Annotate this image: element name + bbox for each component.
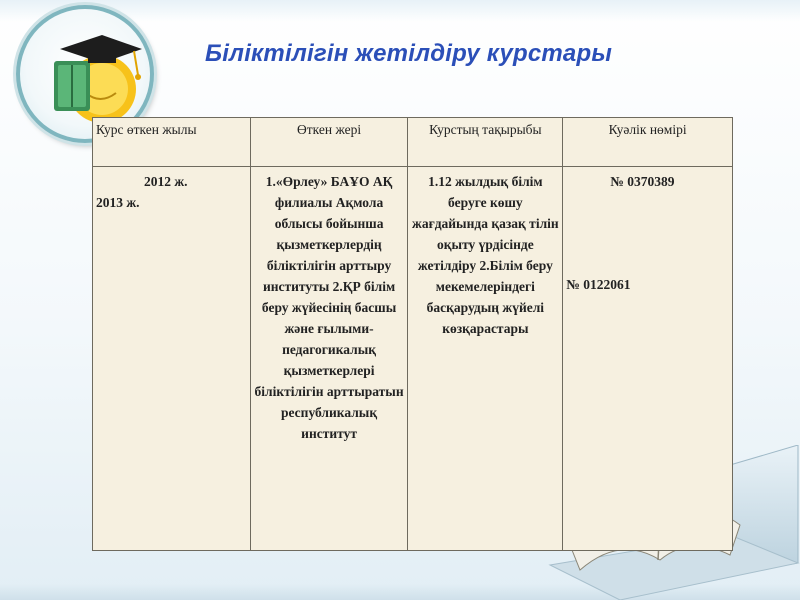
courses-table [92, 117, 733, 551]
slide-title: Біліктілігін жетілдіру курстары [205, 40, 613, 67]
certificate-number-2: № 0122061 [566, 277, 631, 292]
header-certificate: Куәлік нөмірі [563, 118, 733, 167]
table-header-row [93, 118, 733, 167]
topic-cell: 1.12 жылдық білім беруге көшу жағдайында қазақ тілін оқыту үрдісінде жетілдіру 2.Білім беру мекемелеріндегі басқарудың жүйелі көзқарастары [408, 167, 563, 551]
header-place: Өткен жері [250, 118, 408, 167]
certificate-number-1: № 0370389 [610, 174, 675, 189]
header-topic: Курстың тақырыбы [408, 118, 563, 167]
header-year: Курс өткен жылы [93, 118, 251, 167]
table-row [93, 167, 733, 551]
year-cell [93, 167, 251, 551]
place-cell: 1.«Өрлеу» БАҰО АҚ филиалы Ақмола облысы бойынша қызметкерлердің біліктілігін арттыру институты 2.ҚР білім беру жүйесінің басшы және ғылыми-педагогикалық қызметкерлері біліктілігін арттыратын республикалық институт [250, 167, 408, 551]
certificate-cell [563, 167, 733, 551]
year-2012: 2012 ж. [144, 174, 188, 189]
year-2013: 2013 ж. [96, 195, 140, 210]
